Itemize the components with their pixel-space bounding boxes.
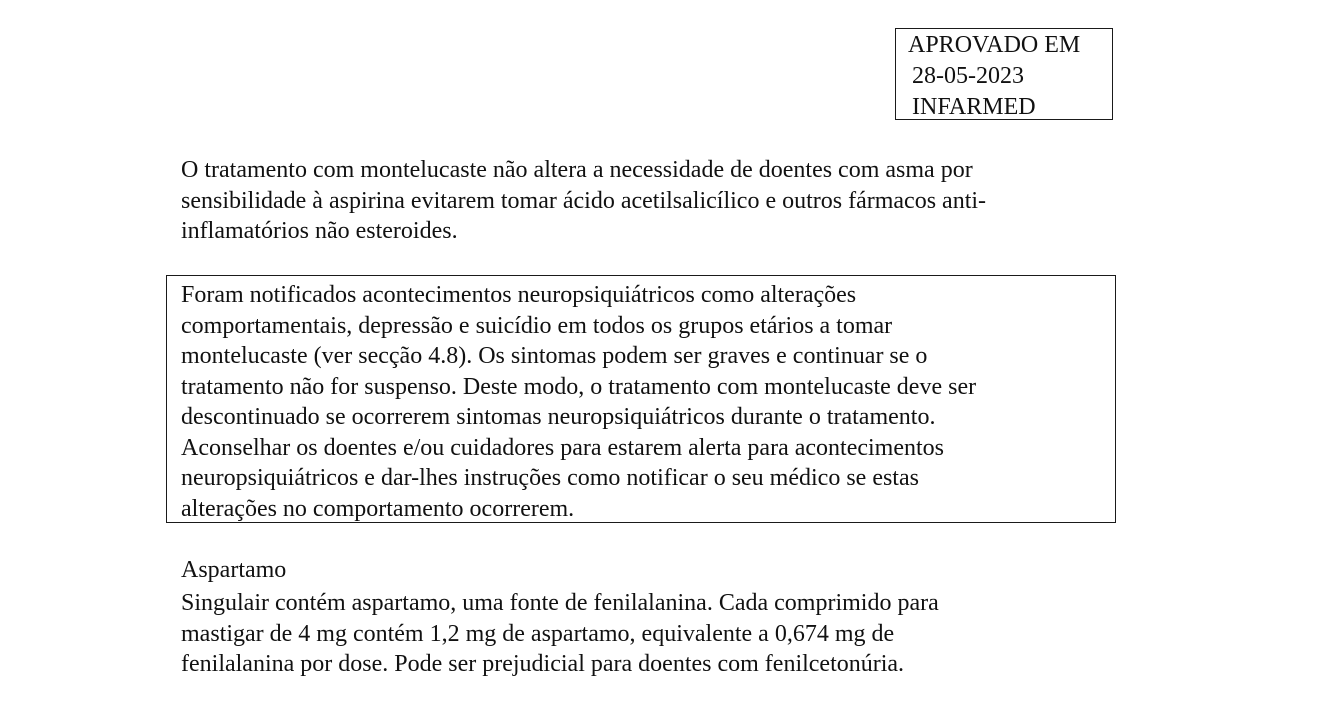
warning-line: tratamento não for suspenso. Deste modo, o tratamento com montelucaste deve ser	[181, 373, 977, 400]
intro-paragraph	[181, 155, 986, 247]
neuropsychiatric-warning-text	[181, 280, 976, 524]
approval-stamp	[895, 28, 1113, 120]
warning-line: neuropsiquiátricos e dar-lhes instruções como notificar o seu médico se estas	[181, 465, 919, 491]
aspartame-line: fenilalanina por dose. Pode ser prejudicial para doentes com fenilcetonúria.	[181, 651, 905, 677]
warning-line: comportamentais, depressão e suicídio em todos os grupos etários a tomar	[181, 312, 893, 339]
stamp-date: 28-05-2023	[912, 63, 1024, 89]
aspartame-paragraph	[181, 588, 939, 680]
aspartame-line: Singulair contém aspartamo, uma fonte de fenilalanina. Cada comprimido para	[181, 590, 939, 616]
aspartame-line: mastigar de 4 mg contém 1,2 mg de aspartamo, equivalente a 0,674 mg de	[181, 620, 895, 647]
warning-line: Foram notificados acontecimentos neuropsiquiátricos como alterações	[181, 282, 857, 308]
stamp-approved-label: APROVADO EM	[908, 32, 1081, 58]
warning-line: alterações no comportamento ocorrerem.	[181, 495, 575, 522]
intro-line: inflamatórios não esteroides.	[181, 218, 458, 244]
aspartame-heading-text: Aspartamo	[181, 557, 287, 583]
intro-line: sensibilidade à aspirina evitarem tomar ácido acetilsalicílico e outros fármacos anti-	[181, 187, 987, 214]
warning-line: descontinuado se ocorrerem sintomas neuropsiquiátricos durante o tratamento.	[181, 404, 936, 430]
intro-line: O tratamento com montelucaste não altera a necessidade de doentes com asma por	[181, 157, 973, 183]
stamp-authority: INFARMED	[912, 94, 1036, 120]
aspartame-heading	[181, 555, 286, 586]
warning-line: Aconselhar os doentes e/ou cuidadores para estarem alerta para acontecimentos	[181, 434, 944, 461]
warning-line: montelucaste (ver secção 4.8). Os sintomas podem ser graves e continuar se o	[181, 343, 928, 369]
